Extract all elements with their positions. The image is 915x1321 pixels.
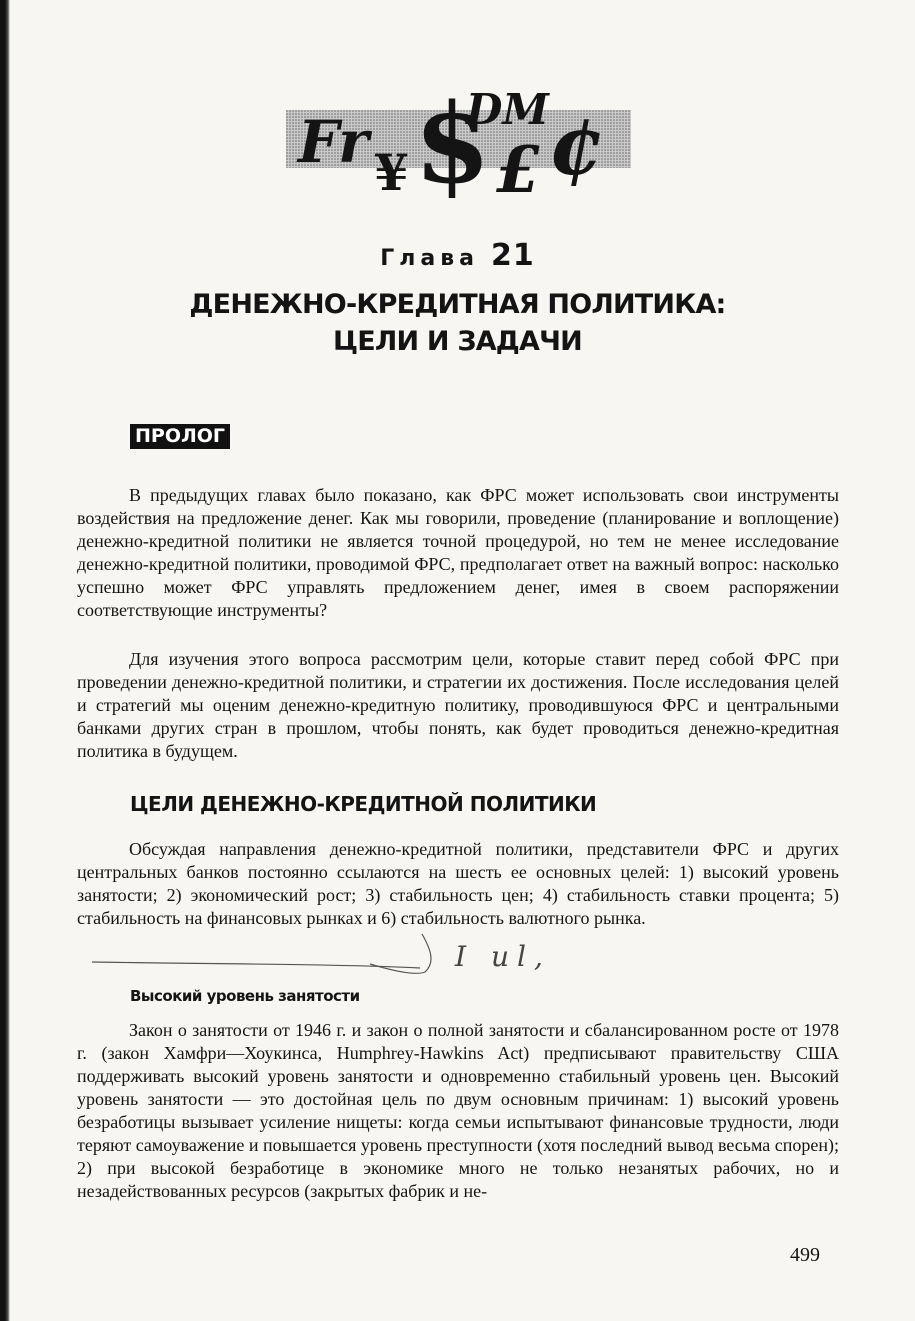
chapter-number: 21 <box>491 238 535 273</box>
subsection-paragraph: Закон о занятости от 1946 г. и закон о полной занятости и сбалансированном росте от 1978 г. (закон Хамфри—Хоукинса, Humphrey-Hawkins Act) предписывают правительству США поддерживать высокий уровень занятости и одновременно стабильный уровень цен. Высокий уровень занятости — это достойная цель по двум основным причинам: 1) высокий уровень безработицы вызывает усиление нищеты: когда семьи испытывают финансовые трудности, люди теряют самоуважение и повышается уровень преступности (хотя последний вывод весьма спорен); 2) при высокой безработице в экономике много не только незанятых рабочих, но и незадействованных ресурсов (закрытых фабрик и не- <box>77 1020 839 1201</box>
chapter-title <box>0 286 915 360</box>
logo-yen-icon: ¥ <box>374 143 409 202</box>
chapter-title-line-1: ДЕНЕЖНО-КРЕДИТНАЯ ПОЛИТИКА: <box>189 289 726 320</box>
chapter-word: Глава <box>380 246 479 271</box>
prolog-badge: ПРОЛОГ <box>130 424 230 449</box>
chapter-label <box>0 238 915 273</box>
currency-logo <box>286 62 631 202</box>
logo-pound-icon: £ <box>496 133 541 202</box>
logo-dollar-icon: $ <box>414 79 491 202</box>
scan-edge-shadow <box>0 0 10 1321</box>
logo-cent-icon: ¢ <box>548 98 606 194</box>
subsection-heading: Высокий уровень занятости <box>130 987 360 1005</box>
handwritten-note: I ul, <box>455 940 551 973</box>
section-heading: ЦЕЛИ ДЕНЕЖНО-КРЕДИТНОЙ ПОЛИТИКИ <box>130 792 597 816</box>
logo-mark-icon: DM <box>466 85 549 134</box>
chapter-title-line-2: ЦЕЛИ И ЗАДАЧИ <box>333 326 582 357</box>
logo-franc-icon: Fr <box>298 108 369 176</box>
page-number: 499 <box>790 1244 820 1266</box>
pencil-underline-mark <box>90 930 610 990</box>
prolog-paragraph-2: Для изучения этого вопроса рассмотрим цели, которые ставит перед собой ФРС при проведении денежно-кредитной политики, и стратегии их достижения. После исследования целей и стратегий мы оценим денежно-кредитную политику, проводившуюся ФРС и центральными банками других стран в прошлом, чтобы понять, как будет проводиться денежно-кредитная политика в будущем. <box>77 649 839 761</box>
section-paragraph: Обсуждая направления денежно-кредитной политики, представители ФРС и других центральных банков постоянно ссылаются на шесть ее основных целей: 1) высокий уровень занятости; 2) экономический рост; 3) стабильность цен; 4) стабильность ставки процента; 5) стабильность на финансовых рынках и 6) стабильность валютного рынка. <box>77 839 839 928</box>
prolog-paragraph-1: В предыдущих главах было показано, как ФРС может использовать свои инструменты воздействия на предложение денег. Как мы говорили, проведение (планирование и воплощение) денежно-кредитной политики не является точной процедурой, но тем не менее исследование денежно-кредитной политики, проводимой ФРС, предполагает ответ на важный вопрос: насколько успешно может ФРС управлять предложением денег, имея в своем распоряжении соответствующие инструменты? <box>77 485 839 620</box>
